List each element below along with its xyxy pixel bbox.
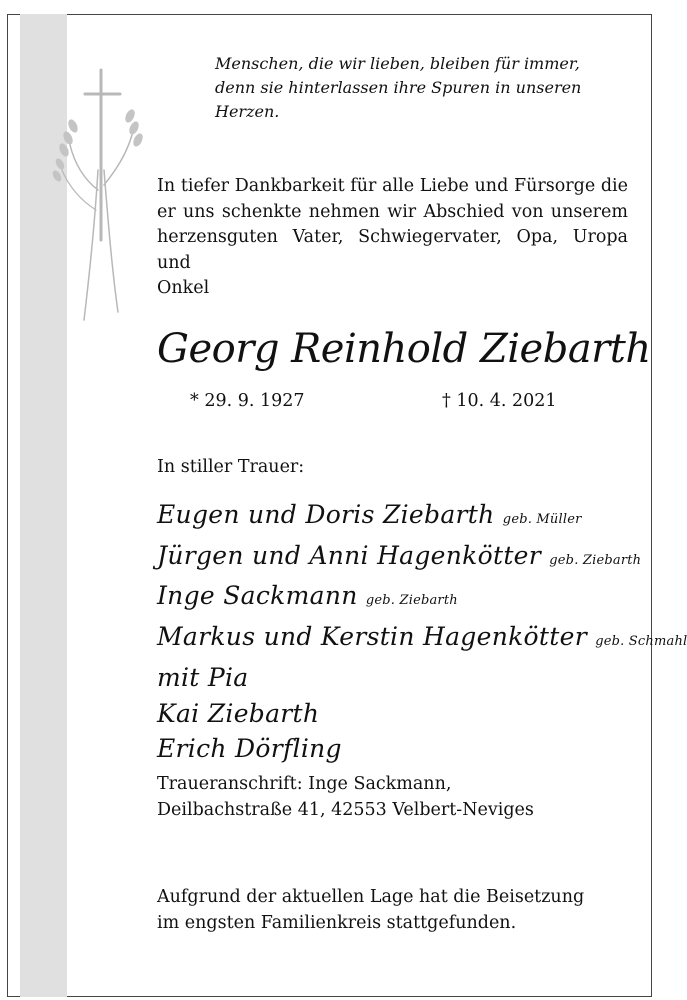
quote — [215, 52, 635, 124]
deceased-name: Georg Reinhold Ziebarth — [157, 326, 651, 372]
mourner — [157, 696, 637, 732]
mourner-name: Erich Dörfling — [157, 734, 342, 764]
birth-date: * 29. 9. 1927 — [190, 391, 305, 411]
mourners-list — [157, 497, 687, 767]
mourner — [157, 538, 642, 579]
mourner-name: Jürgen und Anni Hagenkötter — [157, 540, 542, 570]
mourner-name: mit Pia — [157, 662, 249, 692]
intro-line: herzensguten Vater, Schwiegervater, Opa, Uropa und — [157, 227, 628, 273]
mourner-nee: geb. Müller — [502, 512, 582, 527]
cross-wheat-icon — [40, 50, 160, 340]
mourner-name: Markus und Kerstin Hagenkötter — [157, 622, 587, 652]
mourner — [157, 619, 687, 660]
mourning-address — [157, 771, 534, 823]
quote-line: Menschen, die wir lieben, bleiben für immer, — [215, 54, 580, 73]
mourner — [157, 497, 637, 538]
mourning-heading: In stiller Trauer: — [157, 457, 305, 477]
intro-text — [157, 174, 628, 302]
death-date: † 10. 4. 2021 — [442, 391, 557, 411]
intro-line: In tiefer Dankbarkeit für alle Liebe und Fürsorge die — [157, 176, 628, 196]
intro-line: Onkel — [157, 278, 210, 298]
mourner-nee: geb. Ziebarth — [365, 593, 458, 609]
mourner-nee: geb. Ziebarth — [549, 552, 642, 568]
burial-notice — [157, 884, 584, 936]
mourner-name: Inge Sackmann — [157, 581, 358, 611]
mourner-name: Kai Ziebarth — [157, 698, 320, 728]
address-line: Traueranschrift: Inge Sackmann, — [157, 774, 452, 794]
mourner-nee: geb. Schmahl — [595, 634, 687, 650]
notice-line: Aufgrund der aktuellen Lage hat die Beisetzung — [157, 887, 585, 907]
address-line: Deilbachstraße 41, 42553 Velbert-Neviges — [157, 800, 534, 820]
intro-line: er uns schenkte nehmen wir Abschied von unserem — [157, 201, 628, 222]
quote-line: denn sie hinterlassen ihre Spuren in unseren Herzen. — [215, 78, 582, 121]
mourner — [157, 578, 637, 619]
notice-line: im engsten Familienkreis stattgefunden. — [157, 913, 517, 933]
mourner — [157, 660, 637, 696]
mourner — [157, 731, 637, 767]
mourner-name: Eugen und Doris Ziebarth — [157, 500, 495, 529]
